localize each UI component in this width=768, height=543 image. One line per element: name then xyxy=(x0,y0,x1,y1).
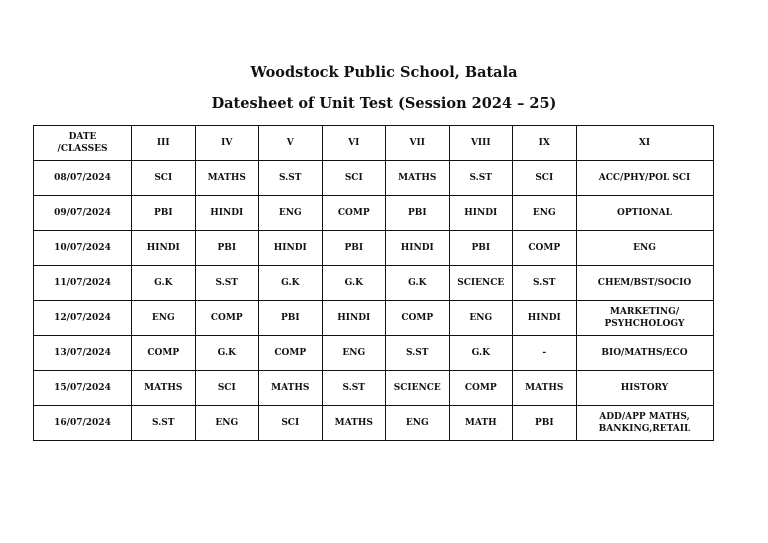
date-cell: 09/07/2024 xyxy=(34,196,132,231)
subject-cell: COMP xyxy=(259,336,323,371)
subject-cell: G.K xyxy=(259,266,323,301)
date-cell: 12/07/2024 xyxy=(34,301,132,336)
table-row xyxy=(34,231,714,266)
subject-cell: G.K xyxy=(132,266,196,301)
subject-cell: PBI xyxy=(132,196,196,231)
date-cell: 11/07/2024 xyxy=(34,266,132,301)
column-header-class-vii: VII xyxy=(386,126,450,161)
subject-cell: SCI xyxy=(259,406,323,441)
subject-cell: CHEM/BST/SOCIO xyxy=(576,266,713,301)
subject-cell: HINDI xyxy=(132,231,196,266)
subject-cell: S.ST xyxy=(386,336,450,371)
subject-cell: MATHS xyxy=(513,371,577,406)
subject-cell: COMP xyxy=(513,231,577,266)
subject-cell: ENG xyxy=(132,301,196,336)
date-cell: 08/07/2024 xyxy=(34,161,132,196)
subject-cell: G.K xyxy=(322,266,386,301)
subject-cell: PBI xyxy=(322,231,386,266)
date-cell: 16/07/2024 xyxy=(34,406,132,441)
subject-cell: HINDI xyxy=(259,231,323,266)
subject-cell: HISTORY xyxy=(576,371,713,406)
subject-cell: HINDI xyxy=(449,196,513,231)
table-row xyxy=(34,196,714,231)
subject-cell: PBI xyxy=(386,196,450,231)
subject-cell: ENG xyxy=(513,196,577,231)
subject-cell: S.ST xyxy=(449,161,513,196)
subject-cell: PBI xyxy=(259,301,323,336)
subject-cell: MATHS xyxy=(322,406,386,441)
subject-cell: ENG xyxy=(576,231,713,266)
subject-cell: HINDI xyxy=(195,196,259,231)
date-cell: 10/07/2024 xyxy=(34,231,132,266)
subject-cell: COMP xyxy=(195,301,259,336)
table-row xyxy=(34,406,714,441)
subject-cell: G.K xyxy=(449,336,513,371)
column-header-class-viii: VIII xyxy=(449,126,513,161)
subject-cell: OPTIONAL xyxy=(576,196,713,231)
subject-cell: HINDI xyxy=(386,231,450,266)
table-row xyxy=(34,161,714,196)
column-header-class-ix: IX xyxy=(513,126,577,161)
column-header-date: DATE /CLASSES xyxy=(34,126,132,161)
datesheet-title: Datesheet of Unit Test (Session 2024 – 25) xyxy=(211,95,557,112)
subject-cell: S.ST xyxy=(195,266,259,301)
subject-cell: S.ST xyxy=(513,266,577,301)
subject-cell: MATH xyxy=(449,406,513,441)
subject-cell: ACC/PHY/POL SCI xyxy=(576,161,713,196)
subject-cell: SCI xyxy=(513,161,577,196)
subject-cell: MATHS xyxy=(132,371,196,406)
subject-cell: MATHS xyxy=(386,161,450,196)
school-name: Woodstock Public School, Batala xyxy=(250,64,518,81)
subject-cell: SCI xyxy=(132,161,196,196)
subject-cell: PBI xyxy=(195,231,259,266)
column-header-class-iii: III xyxy=(132,126,196,161)
subject-cell: ENG xyxy=(449,301,513,336)
subject-cell: SCIENCE xyxy=(449,266,513,301)
table-row xyxy=(34,266,714,301)
column-header-class-v: V xyxy=(259,126,323,161)
column-header-class-xi: XI xyxy=(576,126,713,161)
subject-cell: BIO/MATHS/ECO xyxy=(576,336,713,371)
subject-cell: COMP xyxy=(322,196,386,231)
subject-cell: G.K xyxy=(386,266,450,301)
subject-cell: MATHS xyxy=(259,371,323,406)
subject-cell: COMP xyxy=(449,371,513,406)
subject-cell: ADD/APP MATHS, BANKING,RETAIL xyxy=(576,406,713,441)
subject-cell: SCI xyxy=(322,161,386,196)
header-row xyxy=(34,126,714,161)
subject-cell: PBI xyxy=(449,231,513,266)
date-cell: 15/07/2024 xyxy=(34,371,132,406)
subject-cell: MATHS xyxy=(195,161,259,196)
subject-cell: SCIENCE xyxy=(386,371,450,406)
table-row xyxy=(34,336,714,371)
subject-cell: ENG xyxy=(195,406,259,441)
subject-cell: - xyxy=(513,336,577,371)
subject-cell: HINDI xyxy=(513,301,577,336)
subject-cell: MARKETING/ PSYHCHOLOGY xyxy=(576,301,713,336)
subject-cell: S.ST xyxy=(322,371,386,406)
subject-cell: ENG xyxy=(259,196,323,231)
table-row xyxy=(34,301,714,336)
column-header-class-vi: VI xyxy=(322,126,386,161)
column-header-class-iv: IV xyxy=(195,126,259,161)
subject-cell: ENG xyxy=(386,406,450,441)
subject-cell: SCI xyxy=(195,371,259,406)
subject-cell: COMP xyxy=(386,301,450,336)
subject-cell: G.K xyxy=(195,336,259,371)
subject-cell: COMP xyxy=(132,336,196,371)
date-cell: 13/07/2024 xyxy=(34,336,132,371)
subject-cell: PBI xyxy=(513,406,577,441)
subject-cell: S.ST xyxy=(132,406,196,441)
table-row xyxy=(34,371,714,406)
subject-cell: S.ST xyxy=(259,161,323,196)
subject-cell: HINDI xyxy=(322,301,386,336)
subject-cell: ENG xyxy=(322,336,386,371)
datesheet-table xyxy=(33,125,714,441)
